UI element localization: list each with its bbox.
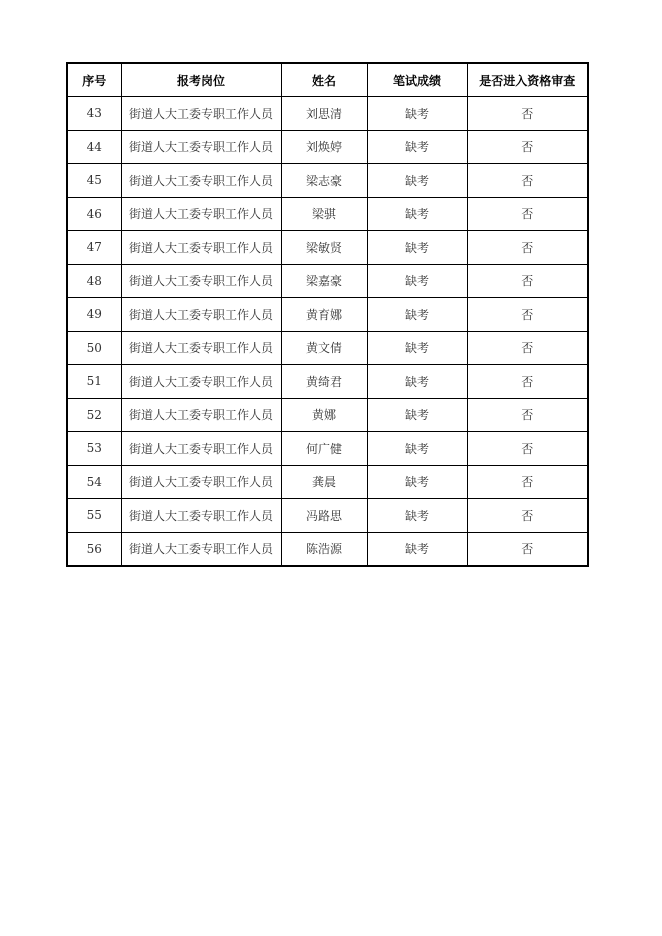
- table-row: [67, 398, 588, 432]
- cell-position: 街道人大工委专职工作人员: [121, 298, 281, 332]
- cell-position: 街道人大工委专职工作人员: [121, 264, 281, 298]
- cell-serial-number: 51: [67, 365, 121, 399]
- cell-qualification-review: 否: [467, 298, 588, 332]
- cell-name: 冯路思: [281, 499, 367, 533]
- cell-written-score: 缺考: [367, 130, 467, 164]
- cell-qualification-review: 否: [467, 365, 588, 399]
- table-row: [67, 365, 588, 399]
- cell-position: 街道人大工委专职工作人员: [121, 164, 281, 198]
- table-header: [67, 63, 588, 97]
- cell-serial-number: 48: [67, 264, 121, 298]
- cell-serial-number: 52: [67, 398, 121, 432]
- cell-qualification-review: 否: [467, 499, 588, 533]
- results-table: [66, 62, 589, 567]
- cell-position: 街道人大工委专职工作人员: [121, 231, 281, 265]
- cell-name: 陈浩源: [281, 532, 367, 566]
- cell-serial-number: 53: [67, 432, 121, 466]
- cell-written-score: 缺考: [367, 97, 467, 131]
- table-row: [67, 532, 588, 566]
- cell-position: 街道人大工委专职工作人员: [121, 465, 281, 499]
- cell-written-score: 缺考: [367, 231, 467, 265]
- cell-serial-number: 44: [67, 130, 121, 164]
- cell-name: 黄育娜: [281, 298, 367, 332]
- cell-qualification-review: 否: [467, 532, 588, 566]
- cell-qualification-review: 否: [467, 331, 588, 365]
- cell-serial-number: 50: [67, 331, 121, 365]
- table-row: [67, 298, 588, 332]
- table-row: [67, 164, 588, 198]
- cell-position: 街道人大工委专职工作人员: [121, 365, 281, 399]
- cell-name: 梁志豪: [281, 164, 367, 198]
- cell-position: 街道人大工委专职工作人员: [121, 130, 281, 164]
- table-row: [67, 97, 588, 131]
- table-body: [67, 97, 588, 567]
- header-serial-number: 序号: [67, 63, 121, 97]
- cell-qualification-review: 否: [467, 231, 588, 265]
- cell-position: 街道人大工委专职工作人员: [121, 432, 281, 466]
- cell-position: 街道人大工委专职工作人员: [121, 331, 281, 365]
- cell-position: 街道人大工委专职工作人员: [121, 398, 281, 432]
- cell-written-score: 缺考: [367, 298, 467, 332]
- cell-serial-number: 55: [67, 499, 121, 533]
- header-name: 姓名: [281, 63, 367, 97]
- cell-qualification-review: 否: [467, 97, 588, 131]
- cell-serial-number: 47: [67, 231, 121, 265]
- cell-serial-number: 49: [67, 298, 121, 332]
- cell-written-score: 缺考: [367, 398, 467, 432]
- cell-name: 梁嘉豪: [281, 264, 367, 298]
- cell-written-score: 缺考: [367, 532, 467, 566]
- table-row: [67, 130, 588, 164]
- cell-name: 黄娜: [281, 398, 367, 432]
- cell-written-score: 缺考: [367, 465, 467, 499]
- cell-serial-number: 54: [67, 465, 121, 499]
- cell-serial-number: 43: [67, 97, 121, 131]
- cell-name: 梁敏贤: [281, 231, 367, 265]
- cell-position: 街道人大工委专职工作人员: [121, 97, 281, 131]
- cell-qualification-review: 否: [467, 432, 588, 466]
- cell-name: 刘思清: [281, 97, 367, 131]
- cell-serial-number: 46: [67, 197, 121, 231]
- cell-written-score: 缺考: [367, 197, 467, 231]
- header-qualification-review: 是否进入资格审查: [467, 63, 588, 97]
- header-row: [67, 63, 588, 97]
- cell-written-score: 缺考: [367, 264, 467, 298]
- cell-qualification-review: 否: [467, 164, 588, 198]
- cell-qualification-review: 否: [467, 130, 588, 164]
- cell-written-score: 缺考: [367, 499, 467, 533]
- cell-name: 黄绮君: [281, 365, 367, 399]
- cell-position: 街道人大工委专职工作人员: [121, 197, 281, 231]
- cell-name: 梁骐: [281, 197, 367, 231]
- cell-serial-number: 56: [67, 532, 121, 566]
- cell-qualification-review: 否: [467, 264, 588, 298]
- cell-position: 街道人大工委专职工作人员: [121, 532, 281, 566]
- cell-qualification-review: 否: [467, 197, 588, 231]
- table-row: [67, 465, 588, 499]
- cell-name: 何广健: [281, 432, 367, 466]
- header-position: 报考岗位: [121, 63, 281, 97]
- cell-written-score: 缺考: [367, 331, 467, 365]
- cell-name: 刘焕婷: [281, 130, 367, 164]
- cell-name: 黄文倩: [281, 331, 367, 365]
- cell-name: 龚晨: [281, 465, 367, 499]
- table-row: [67, 499, 588, 533]
- cell-written-score: 缺考: [367, 365, 467, 399]
- cell-serial-number: 45: [67, 164, 121, 198]
- cell-written-score: 缺考: [367, 432, 467, 466]
- table-row: [67, 197, 588, 231]
- table-row: [67, 264, 588, 298]
- table-row: [67, 231, 588, 265]
- cell-written-score: 缺考: [367, 164, 467, 198]
- cell-position: 街道人大工委专职工作人员: [121, 499, 281, 533]
- cell-qualification-review: 否: [467, 398, 588, 432]
- table-row: [67, 331, 588, 365]
- header-written-score: 笔试成绩: [367, 63, 467, 97]
- table-row: [67, 432, 588, 466]
- cell-qualification-review: 否: [467, 465, 588, 499]
